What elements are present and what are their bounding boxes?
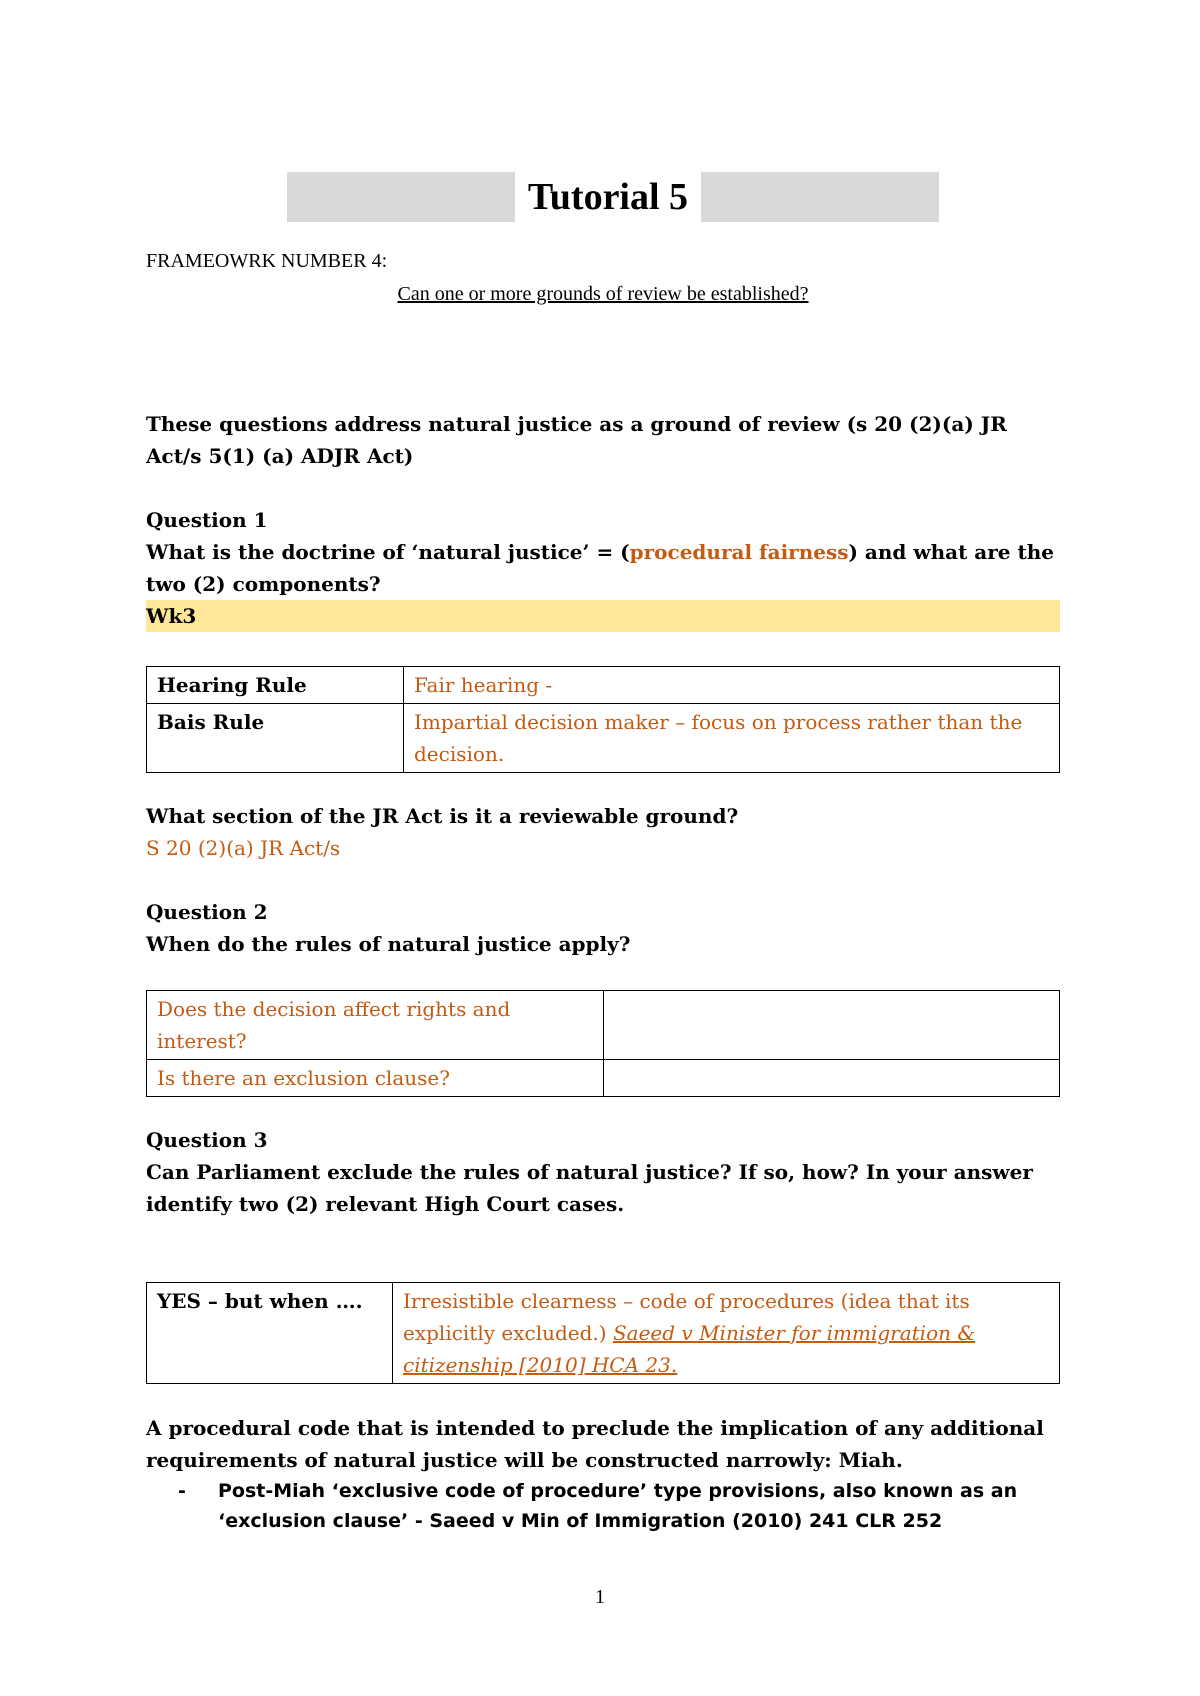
title-row [287,172,939,222]
q1-section-answer: S 20 (2)(a) JR Act/s [146,836,341,860]
bullet-text: Post-Miah ‘exclusive code of procedure’ type provisions, also known as an ‘exclusion clause’ - Saeed v Min of Immigration (2010) 241 CLR 252 [218,1480,1018,1532]
q3-table [146,1282,1060,1384]
page-title: Tutorial 5 [527,176,689,218]
title-shading-left [287,172,515,222]
q1-text [146,536,1060,600]
saeed-case-link[interactable]: Saeed v Minister for immigration & citizenship [2010] HCA 23. [403,1321,976,1377]
framework-question: Can one or more grounds of review be established? [397,283,809,305]
q1-table-label-1: Bais Rule [147,704,404,773]
table-row [147,1283,1060,1384]
q1-table-value-0: Fair hearing - [404,667,1060,704]
q3-table-value-text: Irresistible clearness – code of procedures (idea that its explicitly excluded.) [403,1289,970,1345]
q1-heading: Question 1 [146,508,268,532]
framework-label: FRAMEOWRK NUMBER 4: [146,250,388,272]
q1-text-highlight: procedural fairness [629,540,849,564]
q3-text: Can Parliament exclude the rules of natural justice? If so, how? In your answer identify two (2) relevant High Court cases. [146,1160,1033,1216]
table-row [147,704,1060,773]
miah-text: A procedural code that is intended to preclude the implication of any additional requirements of natural justice will be constructed narrowly: Miah. [146,1416,1044,1472]
q3-table-value [393,1283,1060,1384]
q2-heading: Question 2 [146,900,268,924]
q2-table [146,990,1060,1097]
q2-table-label-1: Is there an exclusion clause? [147,1060,604,1097]
table-row [147,1060,1060,1097]
table-row [147,991,1060,1060]
page-number: 1 [595,1586,605,1608]
q1-block [146,504,1060,632]
q2-table-value-1 [604,1060,1060,1097]
title-shading-right [701,172,939,222]
q1-week: Wk3 [146,600,1060,632]
table-row [147,667,1060,704]
q1-table-label-0: Hearing Rule [147,667,404,704]
q1-text-before: What is the doctrine of ‘natural justice’ = ( [146,540,630,564]
q1-table [146,666,1060,773]
q1-table-value-1: Impartial decision maker – focus on process rather than the decision. [404,704,1060,773]
q3-heading: Question 3 [146,1128,268,1152]
q2-table-value-0 [604,991,1060,1060]
dash-bullet-icon: - [178,1480,186,1502]
q1-text-after: ) and what are the two (2) components? [146,540,1054,596]
q2-table-label-0: Does the decision affect rights and interest? [147,991,604,1060]
intro-text: These questions address natural justice as a ground of review (s 20 (2)(a) JR Act/s 5(1) (a) ADJR Act) [146,412,1007,468]
q2-text: When do the rules of natural justice apply? [146,932,631,956]
q3-table-label: YES – but when …. [147,1283,393,1384]
q1-section-question: What section of the JR Act is it a reviewable ground? [146,804,739,828]
